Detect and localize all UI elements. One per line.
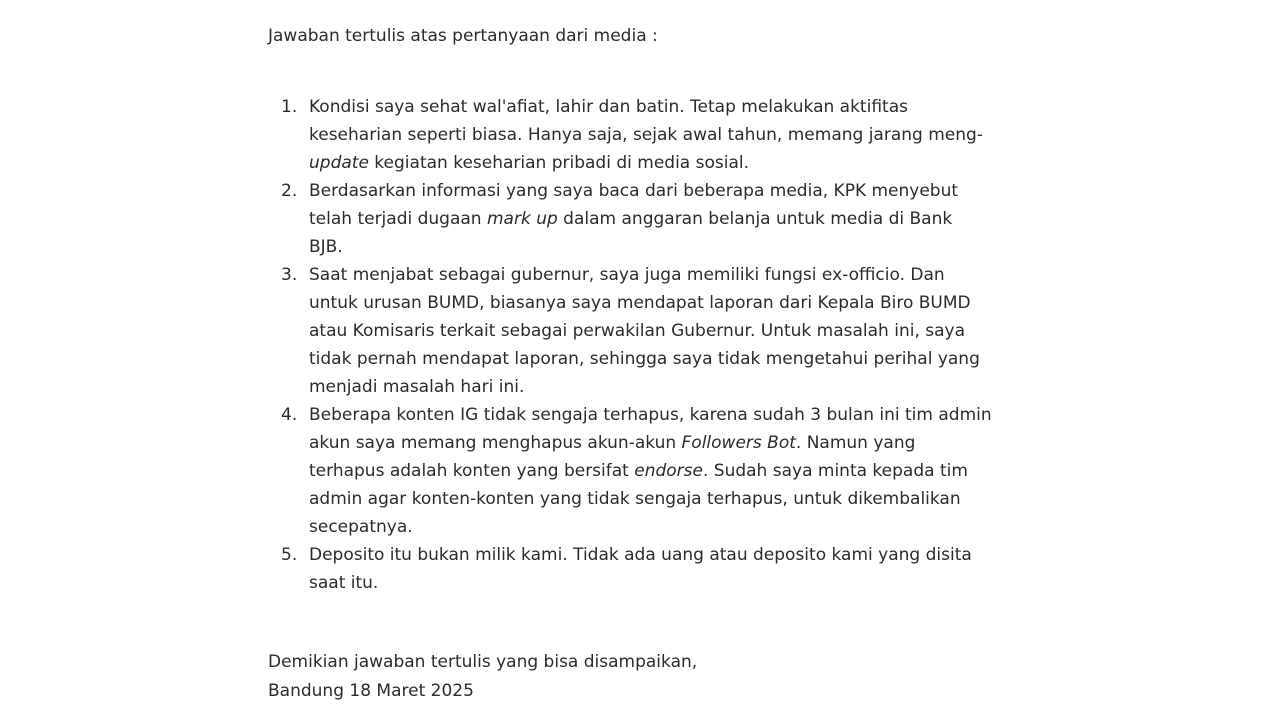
answer-text-line (309, 429, 1048, 457)
text-segment: tidak pernah mendapat laporan, sehingga saya tidak mengetahui perihal yang (309, 349, 980, 369)
answer-text-line (309, 149, 1048, 177)
answer-text (309, 93, 1048, 177)
answer-text-line (309, 401, 1048, 429)
answer-text-line (309, 457, 1048, 485)
italic-term: endorse (634, 461, 703, 481)
text-segment: Saat menjabat sebagai gubernur, saya juga memiliki fungsi ex-officio. Dan (309, 265, 945, 285)
answer-text-line (309, 317, 1048, 345)
answer-text-line (309, 373, 1048, 401)
answer-text-line (309, 541, 1048, 569)
intro-heading: Jawaban tertulis atas pertanyaan dari media : (268, 26, 658, 46)
text-segment: atau Komisaris terkait sebagai perwakilan Gubernur. Untuk masalah ini, saya (309, 321, 966, 341)
answer-text (309, 261, 1048, 401)
answer-text-line (309, 485, 1048, 513)
answer-text-line (309, 289, 1048, 317)
closing-statement: Demikian jawaban tertulis yang bisa disampaikan, (268, 652, 698, 672)
italic-term: mark up (487, 209, 558, 229)
answer-text-line (309, 205, 1048, 233)
text-segment: dalam anggaran belanja untuk media di Bank (557, 209, 953, 229)
answer-text-line (309, 233, 1048, 261)
answer-item (268, 177, 1048, 261)
text-segment: Beberapa konten IG tidak sengaja terhapus, karena sudah 3 bulan ini tim admin (309, 405, 992, 425)
answer-text-line (309, 261, 1048, 289)
answer-item (268, 93, 1048, 177)
italic-term: update (309, 153, 369, 173)
answer-item (268, 541, 1048, 597)
answer-text-line (309, 513, 1048, 541)
text-segment: telah terjadi dugaan (309, 209, 487, 229)
text-segment: menjadi masalah hari ini. (309, 377, 525, 397)
answer-number: 1. (281, 97, 298, 117)
text-segment: terhapus adalah konten yang bersifat (309, 461, 635, 481)
text-segment: Berdasarkan informasi yang saya baca dari beberapa media, KPK menyebut (309, 181, 959, 201)
text-segment: kegiatan keseharian pribadi di media sosial. (368, 153, 749, 173)
answer-number: 3. (281, 265, 298, 285)
text-segment: secepatnya. (309, 517, 413, 537)
answer-number: 5. (281, 545, 298, 565)
answer-number: 4. (281, 405, 298, 425)
answer-item (268, 401, 1048, 541)
answer-text (309, 401, 1048, 541)
text-segment: keseharian seperti biasa. Hanya saja, sejak awal tahun, memang jarang meng- (309, 125, 983, 145)
text-segment: saat itu. (309, 573, 379, 593)
answer-item (268, 261, 1048, 401)
text-segment: akun saya memang menghapus akun-akun (309, 433, 682, 453)
answer-text-line (309, 93, 1048, 121)
text-segment: Deposito itu bukan milik kami. Tidak ada uang atau deposito kami yang disita (309, 545, 972, 565)
answer-number: 2. (281, 181, 298, 201)
text-segment: Kondisi saya sehat wal'afiat, lahir dan batin. Tetap melakukan aktifitas (309, 97, 908, 117)
answer-text (309, 541, 1048, 597)
closing-block (268, 648, 968, 706)
answer-text-line (309, 121, 1048, 149)
text-segment: . Namun yang (795, 433, 916, 453)
text-segment: admin agar konten-konten yang tidak sengaja terhapus, untuk dikembalikan (309, 489, 961, 509)
text-segment: untuk urusan BUMD, biasanya saya mendapat laporan dari Kepala Biro BUMD (309, 293, 971, 313)
answer-list (268, 93, 1048, 597)
italic-term: Followers Bot (681, 433, 796, 453)
answer-text-line (309, 177, 1048, 205)
text-segment: . Sudah saya minta kepada tim (702, 461, 968, 481)
answer-text-line (309, 345, 1048, 373)
text-segment: BJB. (309, 237, 343, 257)
place-date: Bandung 18 Maret 2025 (268, 681, 474, 701)
document (268, 22, 1048, 597)
answer-text-line (309, 569, 1048, 597)
answer-text (309, 177, 1048, 261)
